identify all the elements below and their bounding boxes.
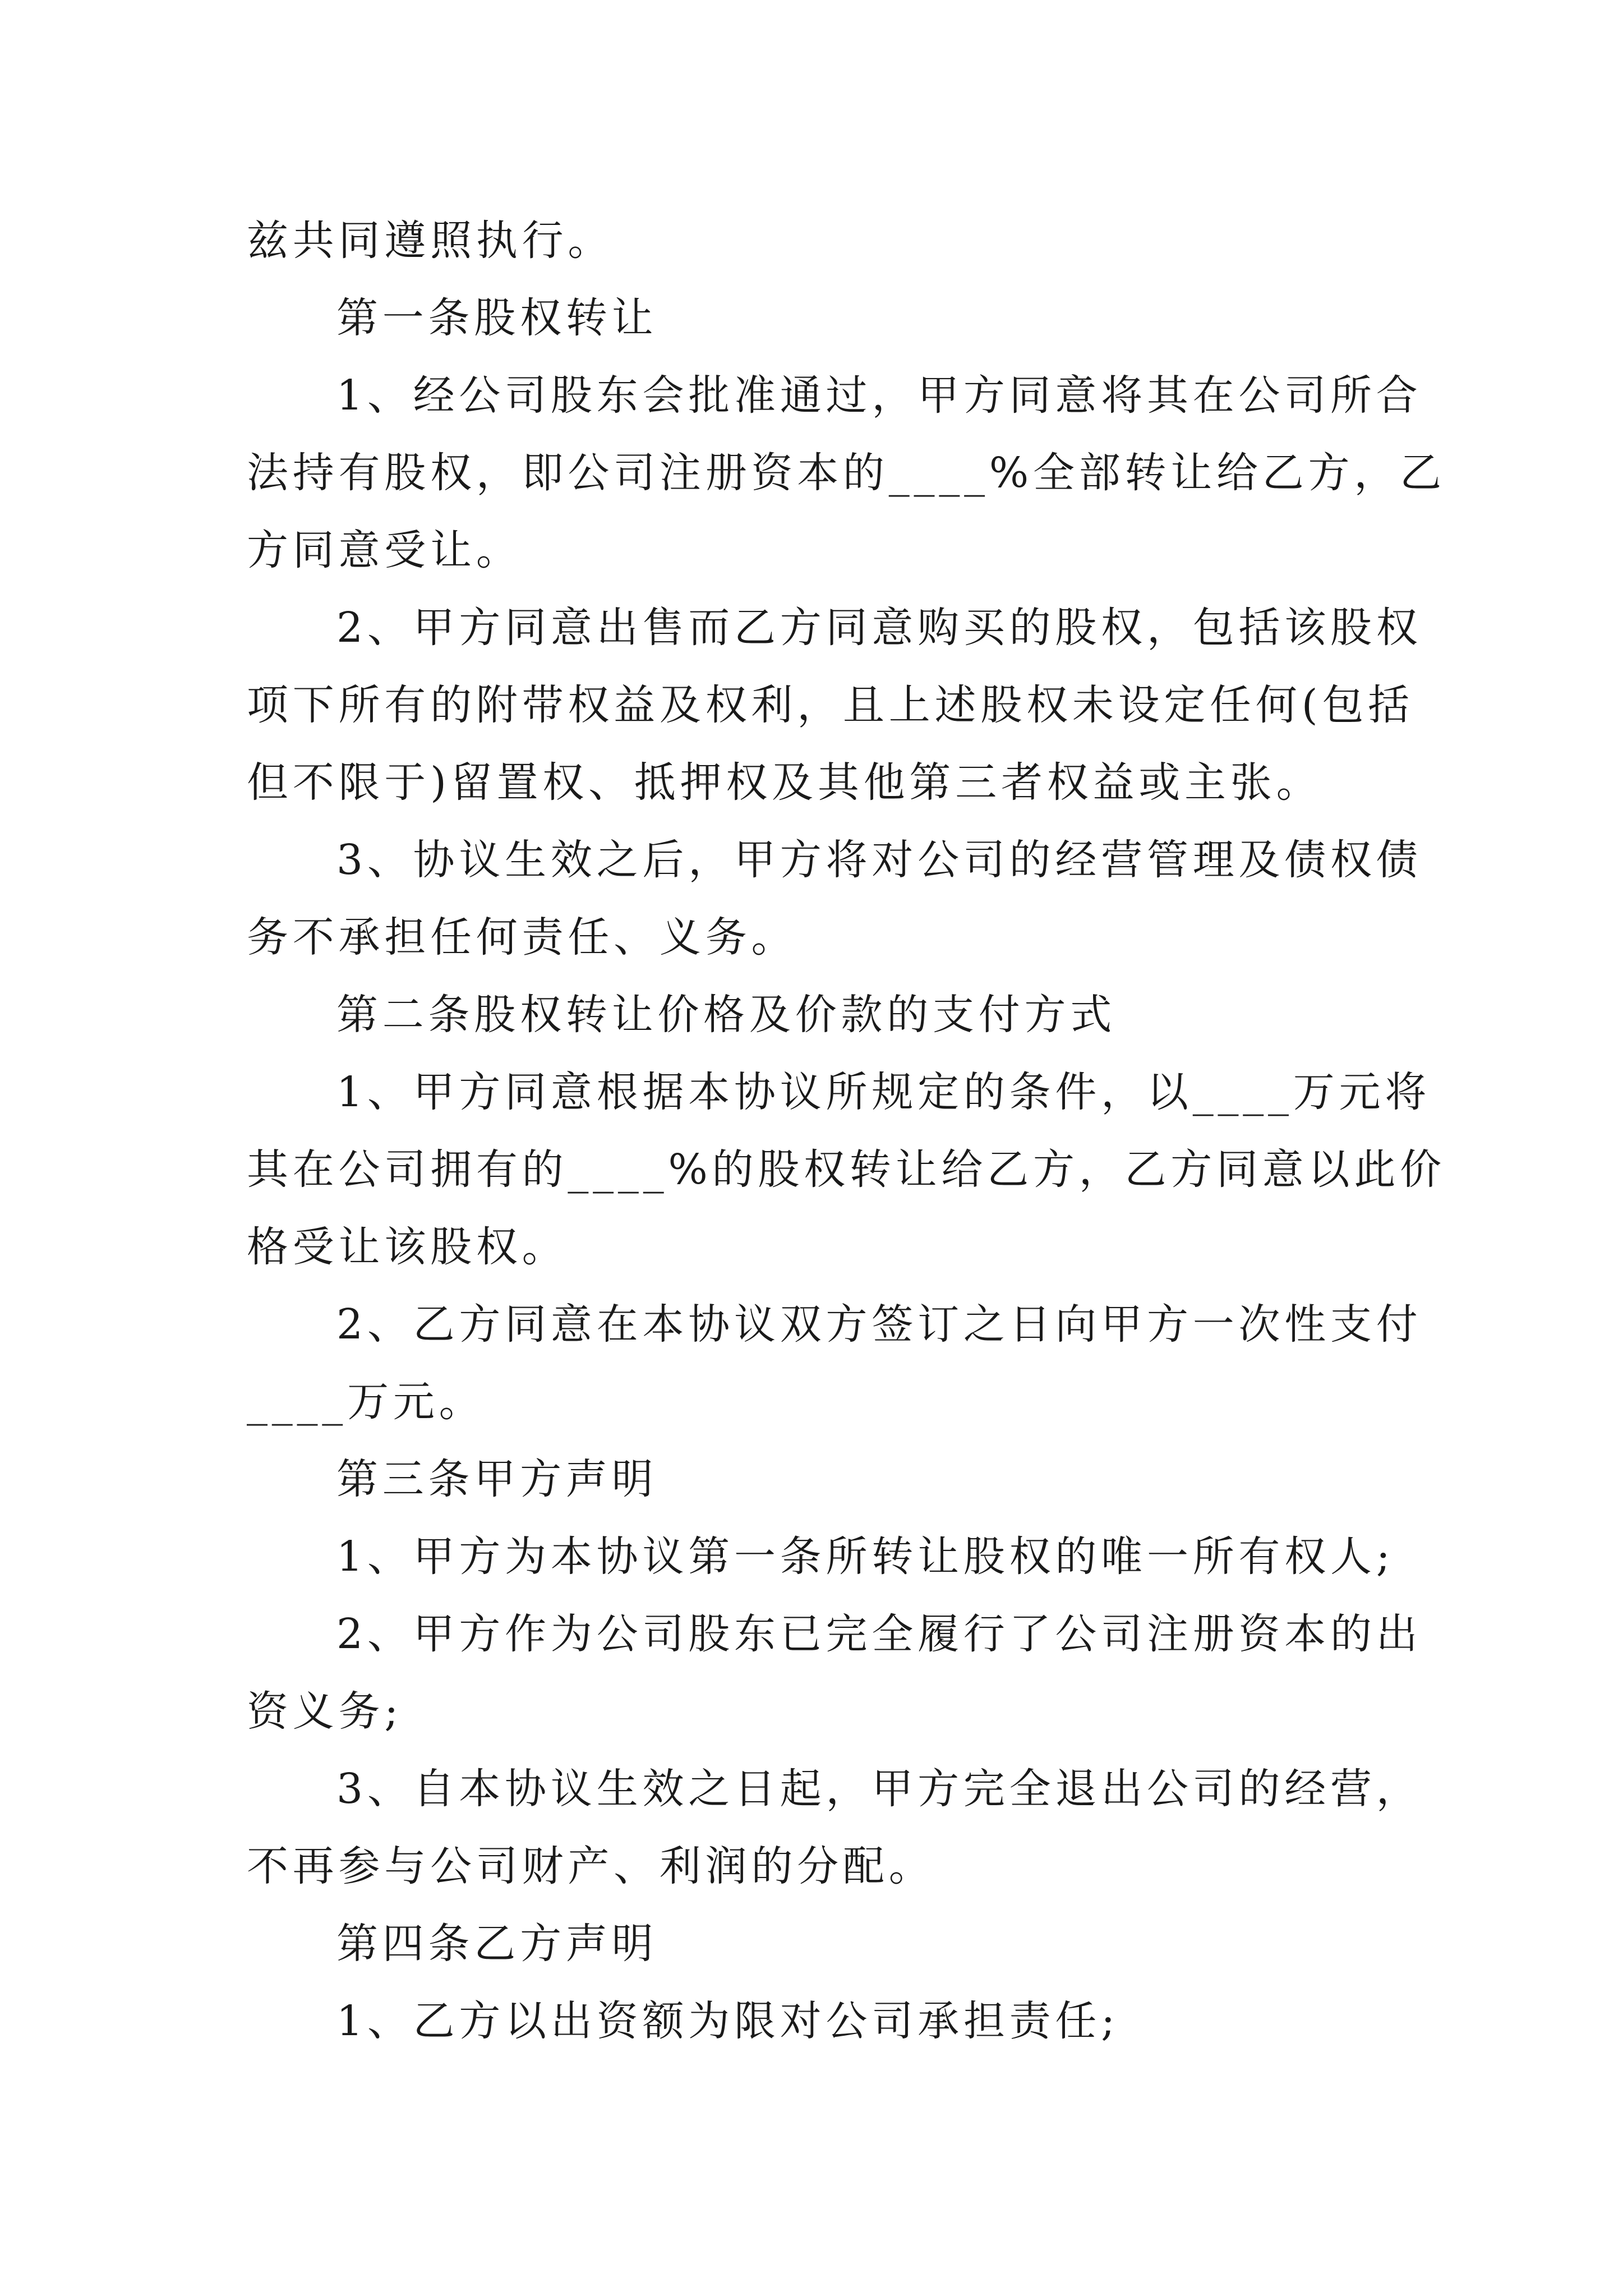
text-line-4: 法持有股权，即公司注册资本的____%全部转让给乙方，乙: [247, 449, 1446, 497]
text-line-7: 项下所有的附带权益及权利，且上述股权未设定任何(包括: [247, 681, 1414, 729]
text-line-19: 2、甲方作为公司股东已完全履行了公司注册资本的出: [336, 1610, 1422, 1658]
section-heading-3: 第三条甲方声明: [336, 1455, 658, 1503]
section-heading-4: 第四条乙方声明: [336, 1920, 658, 1968]
text-line-10: 务不承担任何责任、义务。: [247, 913, 797, 961]
text-line-13: 其在公司拥有的____%的股权转让给乙方，乙方同意以此价: [247, 1145, 1446, 1194]
text-line-21: 3、自本协议生效之日起，甲方完全退出公司的经营，: [336, 1765, 1422, 1813]
text-line-8: 但不限于)留置权、抵押权及其他第三者权益或主张。: [247, 758, 1322, 807]
text-line-18: 1、甲方为本协议第一条所转让股权的唯一所有权人;: [336, 1533, 1395, 1581]
text-line-3: 1、经公司股东会批准通过，甲方同意将其在公司所合: [336, 371, 1422, 420]
text-line-5: 方同意受让。: [247, 526, 522, 574]
text-line-14: 格受让该股权。: [247, 1223, 568, 1271]
text-line-15: 2、乙方同意在本协议双方签订之日向甲方一次性支付: [336, 1300, 1422, 1349]
text-line-20: 资义务;: [247, 1687, 403, 1736]
section-heading-1: 第一条股权转让: [336, 294, 658, 342]
text-line-22: 不再参与公司财产、利润的分配。: [247, 1842, 935, 1890]
text-line-1: 兹共同遵照执行。: [247, 217, 614, 265]
text-line-16: ____万元。: [247, 1378, 485, 1426]
text-line-24: 1、乙方以出资额为限对公司承担责任;: [336, 1997, 1119, 2045]
section-heading-2: 第二条股权转让价格及价款的支付方式: [336, 991, 1117, 1039]
text-line-6: 2、甲方同意出售而乙方同意购买的股权，包括该股权: [336, 604, 1422, 652]
text-line-9: 3、协议生效之后，甲方将对公司的经营管理及债权债: [336, 836, 1422, 884]
text-line-12: 1、甲方同意根据本协议所规定的条件，以____万元将: [336, 1068, 1431, 1116]
